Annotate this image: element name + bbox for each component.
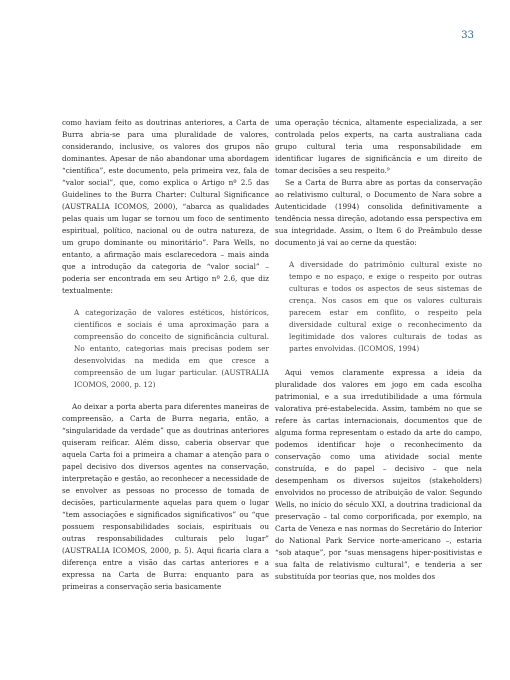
block-quote: A categorização de valores estéticos, históricos, científicos e sociais é uma aproximação para a compreensão do conceito de significância cultural. No entanto, categorias mais precisas podem ser desenvolvidas na medida em que cresce a compreensão de um lugar particular. (AUSTRALIA ICOMOS, 2000, p. 12) <box>74 308 269 389</box>
body-paragraph: Aqui vemos claramente expressa a ideia da pluralidade dos valores em jogo em cada escolha patrimonial, e a sua irredutibilidade a uma fórmula valorativa pré-estabelecida. Assim, também no que se refere às cartas internacionais, documentos que de alguma forma representam o estado da arte do campo, podemos identificar hoje o reconhecimento da conservação como uma atividade social mente construída, e do papel – decisivo – que nela desempenham os diversos sujeitos (stakeholders) envolvidos no processo de atribuição de valor. Segundo Wells, no início do século XXI, a doutrina tradicional da preservação – tal como corporificada, por exemplo, na Carta de Veneza e nas normas do Secretário do Interior do National Park Service norte-americano –, estaria “sob ataque”, por “suas mensagens hiper-positivistas e sua falta de relativismo cultural”, e tenderia a ser substituída por teorias que, nos moldes dos <box>275 368 482 581</box>
page-number: 33 <box>461 30 474 41</box>
body-paragraph: Se a Carta de Burra abre as portas da conservação ao relativismo cultural, o Documento de Nara sobre a Autenticidade (1994) consolida definitivamente a tendência nessa direção, adotando essa perspectiva em sua integridade. Assim, o Item 6 do Preâmbulo desse documento já vai ao cerne da questão: <box>275 178 482 247</box>
block-quote: A diversidade do patrimônio cultural existe no tempo e no espaço, e exige o respeito por outras culturas e todos os aspectos de seus sistemas de crença. Nos casos em que os valores culturais parecem estar em conflito, o respeito pela diversidade cultural exige o reconhecimento da legitimidade dos valores culturais de todas as partes envolvidas. (ICOMOS, 1994) <box>289 260 482 353</box>
right-column <box>275 117 482 583</box>
left-column <box>62 117 269 593</box>
body-paragraph: como haviam feito as doutrinas anteriores, a Carta de Burra abria-se para uma pluralidade de valores, considerando, inclusive, os valores dos grupos não dominantes. Apesar de não abandonar uma abordagem “científica”, este documento, pela primeira vez, fala de “valor social”, que, como explica o Artigo nº 2.5 das Guidelines to the Burra Charter: Cultural Significance (AUSTRALIA ICOMOS, 2000), “abarca as qualidades pelas quais um lugar se tornou um foco de sentimento espiritual, político, nacional ou de outra natureza, de um grupo dominante ou minoritário”. Para Wells, no entanto, a afirmação mais esclarecedora – mais ainda que a introdução da categoria de “valor social” – poderia ser encontrada em seu Artigo nº 2.6, que diz textualmente: <box>62 118 269 295</box>
body-paragraph: Ao deixar a porta aberta para diferentes maneiras de compreensão, a Carta de Burra negaria, então, a “singularidade da verdade” que as doutrinas anteriores quiseram reificar. Além disso, caberia observar que aquela Carta foi a primeira a chamar a atenção para o papel decisivo dos diversos agentes na conservação, interpretação e gestão, ao reconhecer a necessidade de se envolver as pessoas no processo de tomada de decisões, particularmente aquelas para quem o lugar “tem associações e significados significativos” ou “que possuem responsabilidades sociais, espirituais ou outras responsabilidades culturais pelo lugar” (AUSTRALIA ICOMOS, 2000, p. 5). Aqui ficaria clara a diferença entre a visão das cartas anteriores e a expressa na Carta de Burra: enquanto para as primeiras a conservação seria basicamente <box>62 402 269 591</box>
body-paragraph: uma operação técnica, altamente especializada, a ser controlada pelos experts, na carta australiana cada grupo cultural teria uma responsabilidade em identificar lugares de significância e um direito de tomar decisões a seu respeito.⁹ <box>275 118 482 175</box>
